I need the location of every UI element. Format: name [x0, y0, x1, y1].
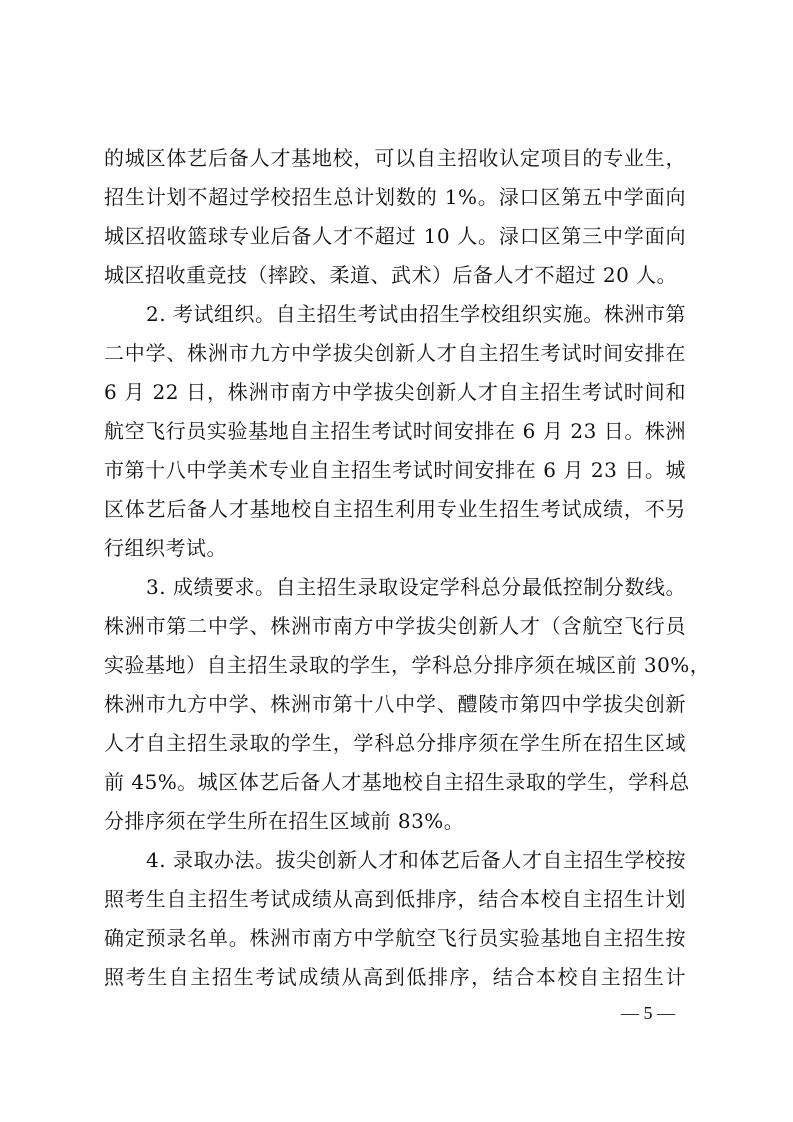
paragraph-line: 分排序须在学生所在招生区域前 83%。 — [104, 809, 465, 833]
page-number: — 5 — — [621, 1003, 675, 1023]
paragraph-line: 行组织考试。 — [104, 536, 227, 560]
paragraph-line: 2. 考试组织。自主招生考试由招生学校组织实施。株洲市第 — [146, 302, 686, 326]
paragraph-line: 市第十八中学美术专业自主招生考试时间安排在 6 月 23 日。城 — [104, 458, 686, 482]
paragraph-line: 前 45%。城区体艺后备人才基地校自主招生录取的学生，学科总 — [104, 770, 690, 794]
paragraph-line: 航空飞行员实验基地自主招生考试时间安排在 6 月 23 日。株洲 — [104, 419, 686, 443]
paragraph-line: 城区招收重竞技（摔跤、柔道、武术）后备人才不超过 20 人。 — [104, 263, 678, 287]
paragraph-line: 确定预录名单。株洲市南方中学航空飞行员实验基地自主招生按 — [104, 926, 686, 950]
paragraph-line: 的城区体艺后备人才基地校，可以自主招收认定项目的专业生， — [104, 146, 686, 170]
paragraph-line: 4. 录取办法。拔尖创新人才和体艺后备人才自主招生学校按 — [146, 848, 686, 872]
paragraph-line: 实验基地）自主招生录取的学生，学科总分排序须在城区前 30%， — [104, 653, 711, 677]
paragraph-line: 6 月 22 日，株洲市南方中学拔尖创新人才自主招生考试时间和 — [104, 380, 686, 404]
paragraph-line: 城区招收篮球专业后备人才不超过 10 人。渌口区第三中学面向 — [104, 224, 686, 248]
paragraph-line: 二中学、株洲市九方中学拔尖创新人才自主招生考试时间安排在 — [104, 341, 686, 365]
paragraph-line: 招生计划不超过学校招生总计划数的 1%。渌口区第五中学面向 — [104, 185, 686, 209]
paragraph-line: 株洲市第二中学、株洲市南方中学拔尖创新人才（含航空飞行员 — [104, 614, 686, 638]
paragraph-line: 区体艺后备人才基地校自主招生利用专业生招生考试成绩，不另 — [104, 497, 686, 521]
paragraph-line: 照考生自主招生考试成绩从高到低排序，结合本校自主招生计 — [104, 965, 686, 989]
paragraph-line: 3. 成绩要求。自主招生录取设定学科总分最低控制分数线。 — [146, 575, 686, 599]
paragraph-line: 株洲市九方中学、株洲市第十八中学、醴陵市第四中学拔尖创新 — [104, 692, 686, 716]
paragraph-line: 照考生自主招生考试成绩从高到低排序，结合本校自主招生计划 — [104, 887, 686, 911]
paragraph-line: 人才自主招生录取的学生，学科总分排序须在学生所在招生区域 — [104, 731, 686, 755]
